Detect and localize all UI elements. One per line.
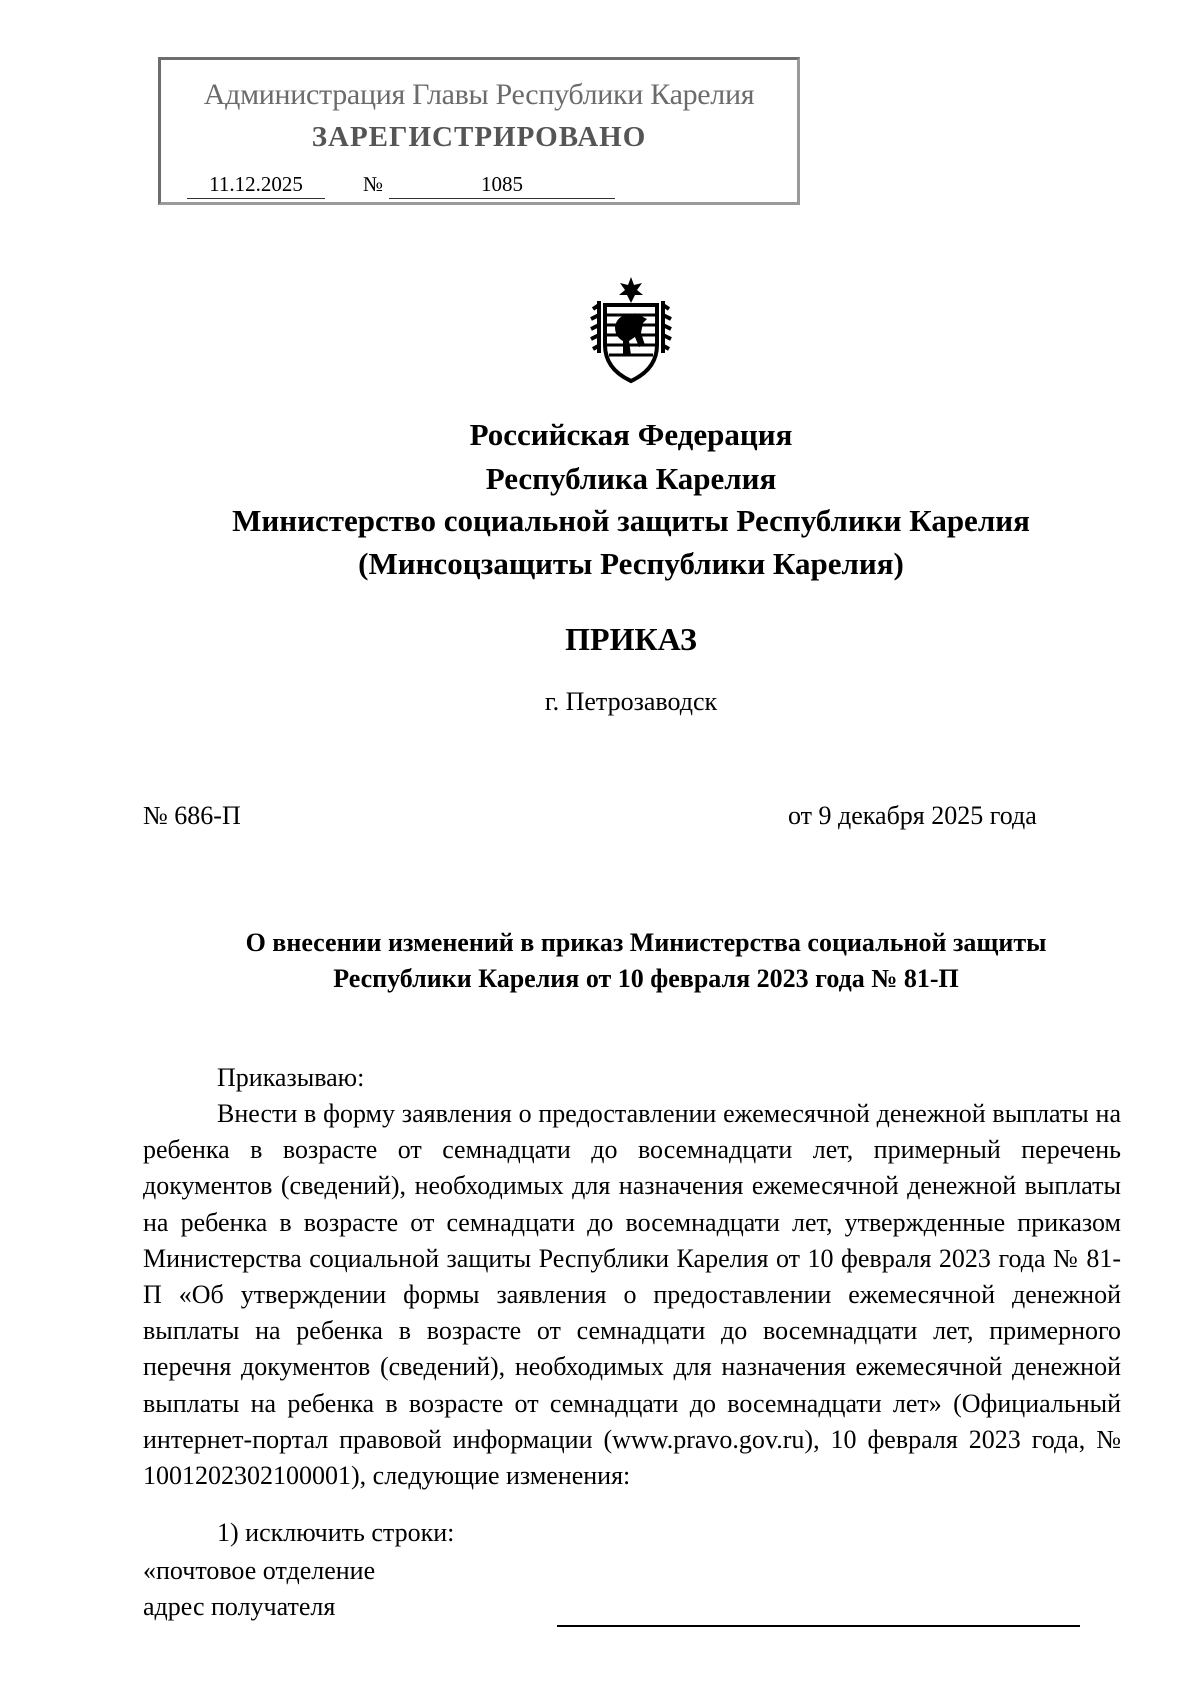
header-country: Российская Федерация (469, 417, 793, 452)
karelia-coat-of-arms-icon (585, 275, 677, 387)
subject-line-2: Республики Карелия от 10 февраля 2023 года № 81-П (333, 964, 959, 993)
list-item-1: 1) исключить строки: (217, 1518, 455, 1547)
stamp-date: 11.12.2025 (187, 172, 325, 199)
blank-underline (557, 1625, 1080, 1627)
header-ministry-short: (Минсоцзащиты Республики Карелия) (358, 546, 904, 581)
stamp-title: Администрация Главы Республики Карелия (203, 78, 755, 111)
header-region: Республика Карелия (485, 461, 777, 496)
order-date: от 9 декабря 2025 года (788, 801, 1037, 830)
order-number: № 686-П (143, 801, 241, 830)
order-city: г. Петрозаводск (544, 687, 718, 716)
order-subject (143, 925, 1149, 997)
body-intro: Приказываю: (217, 1063, 365, 1092)
registration-stamp (158, 57, 800, 205)
stamp-number: 1085 (389, 172, 615, 199)
subject-line-1: О внесении изменений в приказ Министерства социальной защиты (245, 928, 1047, 957)
form-line-postal: «почтовое отделение (143, 1556, 376, 1585)
header-ministry: Министерство социальной защиты Республики Карелия (232, 503, 1030, 538)
stamp-status: ЗАРЕГИСТРИРОВАНО (311, 121, 647, 153)
stamp-number-sign: № (363, 172, 384, 196)
body-paragraph: Внести в форму заявления о предоставлении ежемесячной денежной выплаты на ребенка в возрасте от семнадцати до восемнадцати лет, примерный перечень документов (сведений), необходимых для назначения ежемесячной денежной выплаты на ребенка в возрасте от семнадцати до восемнадцати лет, утвержденные приказом Министерства социальной защиты Республики Карелия от 10 февраля 2023 года № 81-П «Об утверждении формы заявления о предоставлении ежемесячной денежной выплаты на ребенка в возрасте от семнадцати до восемнадцати лет, примерного перечня документов (сведений), необходимых для назначения ежемесячной денежной выплаты на ребенка в возрасте от семнадцати до восемнадцати лет» (Официальный интернет-портал правовой информации (www.pravo.gov.ru), 10 февраля 2023 года, № 1001202302100001), следующие изменения: (143, 1099, 1121, 1491)
form-line-recipient: адрес получателя (143, 1592, 336, 1621)
order-title: ПРИКАЗ (565, 621, 697, 657)
